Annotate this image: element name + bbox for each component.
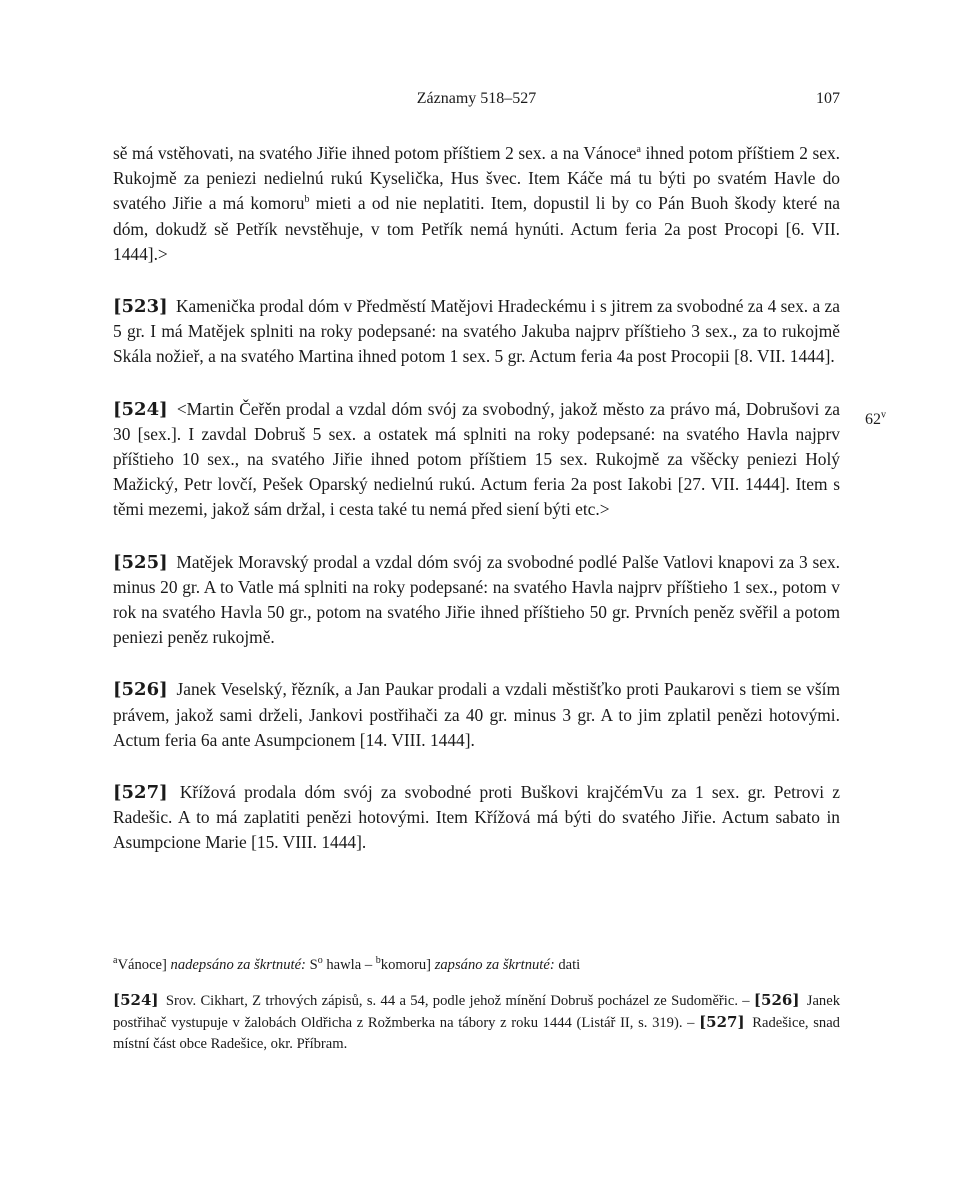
entry-number: [525]: [113, 551, 168, 573]
commentary-text: Srov. Cikhart, Z trhových zápisů, s. 44 a 54, podle jehož mínění Dobruš pocházel ze Sudoměřic. –: [165, 993, 754, 1009]
entry-text: ihned potom příštiem 2 sex. Rukojmě za peniezi nedielnú rukú Kyselička, Hus švec. Item Káče má tu býti po svatém Havle do svatého Jiřie a má komoru: [113, 143, 840, 214]
entry-text: sě má vstěhovati, na svatého Jiřie ihned potom příštiem 2 sex. a na Vánoce: [113, 143, 637, 163]
footnote-mark: b: [375, 955, 381, 967]
page-header: [113, 90, 840, 114]
entry-527: [113, 780, 840, 856]
entry-number: [527]: [113, 782, 168, 804]
footnote-mark: a: [113, 955, 118, 967]
entry-text: Matějek Moravský prodal a vzdal dóm svój za svobodné podlé Palše Vatlovi knapovi za 3 sex. minus 20 gr. A to Vatle má splniti na roky podepsané: na svatého Havla najprv příštieho 1 sex., potom v rok na svatého Havla 50 gr., potom na svatého Jiřie ihned příštieho 50 gr. Prvních peněz svěřil a potom peniezi peněz rukojmě.: [113, 551, 840, 648]
entry-text: Křížová prodala dóm svój za svobodné proti Buškovi krajčémVu za 1 sex. gr. Petrovi z Radešic. A to má zaplatiti penězi hotovými. Item Křížová má býti do svatého Jiřie. Actum sabato in Asumpcione Marie [15. VIII. 1444].: [113, 782, 840, 853]
footnote-note: zapsáno za škrtnuté:: [434, 957, 555, 973]
footnote-note: nadepsáno za škrtnuté:: [170, 957, 306, 973]
entry-523: [113, 294, 840, 370]
entry-text: <Martin Čeřěn prodal a vzdal dóm svój za svobodný, jakož město za právo má, Dobrušovi za 30 [sex.]. I zavdal Dobruš 5 sex. a ostatek má splniti na roky podepsané: na svatého Havla najprv příštieho 10 sex., na svatého Jiřie ihned potom příštiem 15 sex. Rukojmě za všěcky peniezi Holý Mažický, Petr lovčí, Pešek Oparský nedielnú rukú. Actum feria 2a post Iakobi [27. VII. 1444]. Item s těmi mezemi, jakož sám držal, i cesta také tu nemá před siení býti etc.>: [113, 398, 840, 520]
footnote-value: S: [305, 957, 318, 973]
entry-text: mieti a od nie neplatiti. Item, dopustil li by co Pán Buoh škody které na dóm, dokudž sě Petřík nevstěhuje, v tom Petřík nemá hynúti. Actum feria 2a post Procopi [6. VII. 1444].>: [113, 193, 840, 264]
entry-524: [113, 397, 840, 523]
commentary-text: Radešice, snad místní část obce Radešice, okr. Příbram.: [113, 1015, 840, 1052]
entry-text: Janek Veselský, řězník, a Jan Paukar prodali a vzdali městišťko proti Paukarovi s tiem se vším právem, jakož sami drželi, Jankovi postřihači za 40 gr. minus 3 gr. A to jim zplatil penězi hotovými. Actum feria 6a ante Asumpcionem [14. VIII. 1444].: [113, 679, 840, 750]
main-text: [113, 141, 840, 883]
folio-number: 62: [865, 411, 881, 428]
entry-518-continuation: [113, 141, 840, 267]
entry-525: [113, 550, 840, 651]
folio-side: v: [881, 409, 886, 421]
running-title: Záznamy 518–527: [416, 90, 537, 107]
footnote-marker-b: b: [304, 194, 310, 206]
footnote-value: dati: [554, 957, 581, 973]
footnote-value: hawla –: [322, 957, 376, 973]
entry-number: [526]: [113, 679, 168, 701]
footnote-value-sup: o: [317, 955, 323, 967]
footnotes: [113, 955, 840, 1069]
entry-526: [113, 677, 840, 753]
commentary-text: Janek postřihač vystupuje v žalobách Oldřicha z Rožmberka na tábory z roku 1444 (Listář II, s. 319). –: [113, 993, 840, 1031]
commentary-notes: [113, 990, 840, 1055]
entry-number: [523]: [113, 296, 168, 318]
document-page: [113, 0, 886, 1181]
commentary-entry-number: [526]: [753, 991, 800, 1009]
footnote-lemma: Vánoce]: [117, 957, 171, 973]
footnote-marker-a: a: [636, 144, 641, 156]
commentary-entry-number: [524]: [113, 991, 159, 1009]
folio-margin-note: [865, 411, 886, 429]
entry-number: [524]: [113, 398, 168, 420]
entry-text: Kamenička prodal dóm v Předměstí Matějovi Hradeckému i s jitrem za svobodné za 4 sex. a za 5 gr. I má Matějek splniti na roky podepsané: na svatého Jakuba najprv příštieho 3 sex., za to rukojmě Skála nožieř, a na svatého Martina ihned potom 1 sex. 5 gr. Actum feria 4a post Procopii [8. VII. 1444].: [113, 296, 840, 367]
commentary-entry-number: [527]: [699, 1013, 745, 1031]
critical-apparatus: [113, 955, 840, 976]
footnote-lemma: komoru]: [380, 957, 435, 973]
page-number: 107: [816, 90, 840, 107]
